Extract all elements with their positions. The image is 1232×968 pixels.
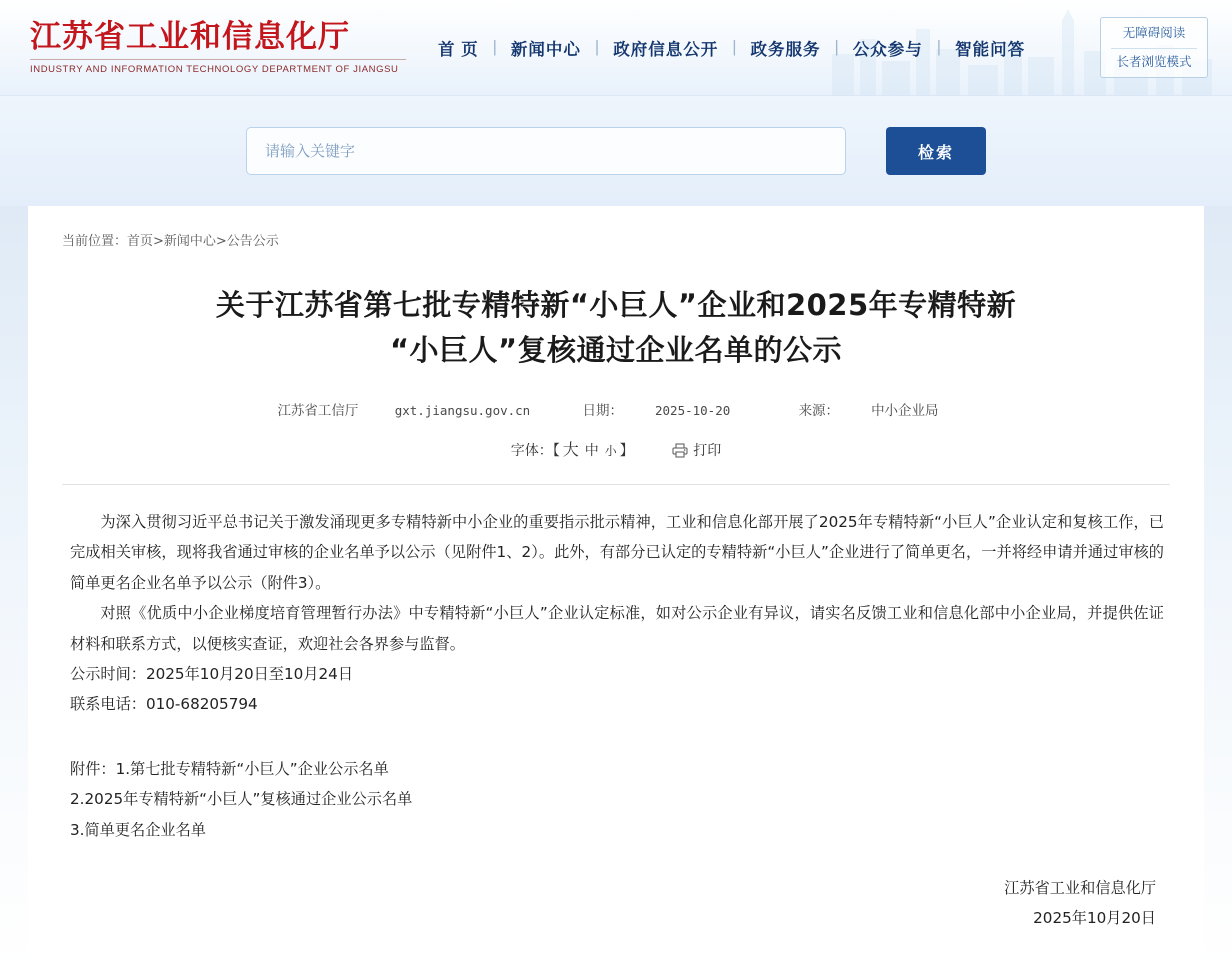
font-size-bracket-open: 【: [552, 442, 560, 459]
elder-browse-mode-label[interactable]: 长者浏览模式: [1116, 54, 1192, 69]
attachment-item-2[interactable]: 2.2025年专精特新“小巨人”复核通过企业公示名单: [70, 790, 413, 809]
main-navigation: [424, 36, 1100, 60]
meta-source: [783, 403, 955, 419]
accessibility-mode-box[interactable]: [1100, 17, 1208, 78]
attachment-item-1[interactable]: 附件：1.第七批专精特新“小巨人”企业公示名单: [70, 759, 389, 778]
nav-separator: |: [732, 38, 737, 56]
notice-time: 公示时间：2025年10月20日至10月24日: [70, 664, 354, 683]
nav-item-gov-service[interactable]: 政务服务: [750, 40, 821, 59]
meta-source-value: 中小企业局: [871, 402, 939, 419]
page-title-line-1: 关于江苏省第七批专精特新“小巨人”企业和2025年专精特新: [215, 288, 1017, 322]
contact-phone: 联系电话：010-68205794: [70, 695, 258, 714]
signature-block: [28, 873, 1156, 934]
nav-item-home[interactable]: 首 页: [438, 40, 479, 59]
search-input[interactable]: [246, 127, 846, 175]
article-paragraph-2: 对照《优质中小企业梯度培育管理暂行办法》中专精特新“小巨人”企业认定标准，如对公示企业有异议，请实名反馈工业和信息化部中小企业局，并提供佐证材料和联系方式，以便核实查证，欢迎社会各界参与监督。: [70, 604, 1164, 653]
meta-date-value: 2025-10-20: [655, 402, 731, 418]
search-button[interactable]: 检索: [886, 127, 986, 175]
nav-separator: |: [834, 38, 839, 56]
site-logo[interactable]: [30, 20, 410, 75]
meta-date: [567, 403, 747, 419]
article-meta: [28, 399, 1204, 419]
nav-separator: |: [492, 38, 497, 56]
logo-title-en: INDUSTRY AND INFORMATION TECHNOLOGY DEPARTMENT OF JIANGSU: [30, 64, 399, 76]
page-title: [86, 283, 1146, 373]
nav-item-public-participation[interactable]: 公众参与: [852, 40, 923, 59]
page-background: [0, 206, 1232, 968]
signature-organization: 江苏省工业和信息化厅: [1004, 878, 1156, 897]
font-size-bracket-close: 】: [619, 442, 634, 459]
search-band: [0, 96, 1232, 206]
article-body: [70, 507, 1164, 845]
nav-item-gov-info[interactable]: 政府信息公开: [613, 40, 719, 59]
signature-date: 2025年10月20日: [1033, 909, 1156, 928]
article-card: [28, 206, 1204, 968]
font-size-label: 字体：: [510, 442, 553, 459]
font-size-switcher: [510, 439, 638, 459]
nav-item-news[interactable]: 新闻中心: [510, 40, 581, 59]
font-size-large-option[interactable]: 大: [562, 439, 579, 459]
content-divider: [62, 484, 1170, 485]
attachment-list: [70, 754, 1164, 845]
logo-title-cn: 江苏省工业和信息化厅: [30, 18, 350, 55]
accessibility-reading-label[interactable]: 无障碍阅读: [1122, 26, 1186, 41]
page-title-line-2: “小巨人”复核通过企业名单的公示: [389, 332, 843, 367]
print-label[interactable]: 打印: [693, 442, 722, 459]
attachment-item-3[interactable]: 3.简单更名企业名单: [70, 820, 206, 839]
breadcrumb-prefix: 当前位置：: [62, 234, 128, 249]
breadcrumb-path[interactable]: 首页>新闻中心>公告公示: [127, 234, 279, 249]
printer-icon: [672, 443, 688, 458]
nav-item-smart-qa[interactable]: 智能问答: [955, 40, 1026, 59]
font-size-small-option[interactable]: 小: [604, 443, 617, 458]
font-size-medium-option[interactable]: 中: [584, 442, 599, 459]
nav-separator: |: [936, 38, 942, 56]
meta-domain: gxt.jiangsu.gov.cn: [394, 402, 531, 418]
nav-separator: |: [594, 38, 600, 56]
article-paragraph-1: 为深入贯彻习近平总书记关于激发涌现更多专精特新中小企业的重要指示批示精神，工业和信息化部开展了2025年专精特新“小巨人”企业认定和复核工作，已完成相关审核，现将我省通过审核的企业名单予以公示（见附件1、2）。此外，有部分已认定的专精特新“小巨人”企业进行了简单更名，一并将经申请并通过审核的简单更名企业名单予以公示（附件3）。: [70, 512, 1164, 592]
breadcrumb: [28, 206, 1204, 249]
meta-source-org: 江苏省工信厅: [277, 402, 359, 419]
article-tools: [28, 437, 1204, 460]
meta-date-label: 日期：: [582, 402, 623, 419]
site-header: [0, 0, 1232, 96]
print-button[interactable]: [672, 443, 721, 459]
logo-divider: [30, 59, 406, 60]
meta-source-label: 来源：: [798, 402, 840, 419]
accessibility-divider: [1111, 48, 1197, 49]
